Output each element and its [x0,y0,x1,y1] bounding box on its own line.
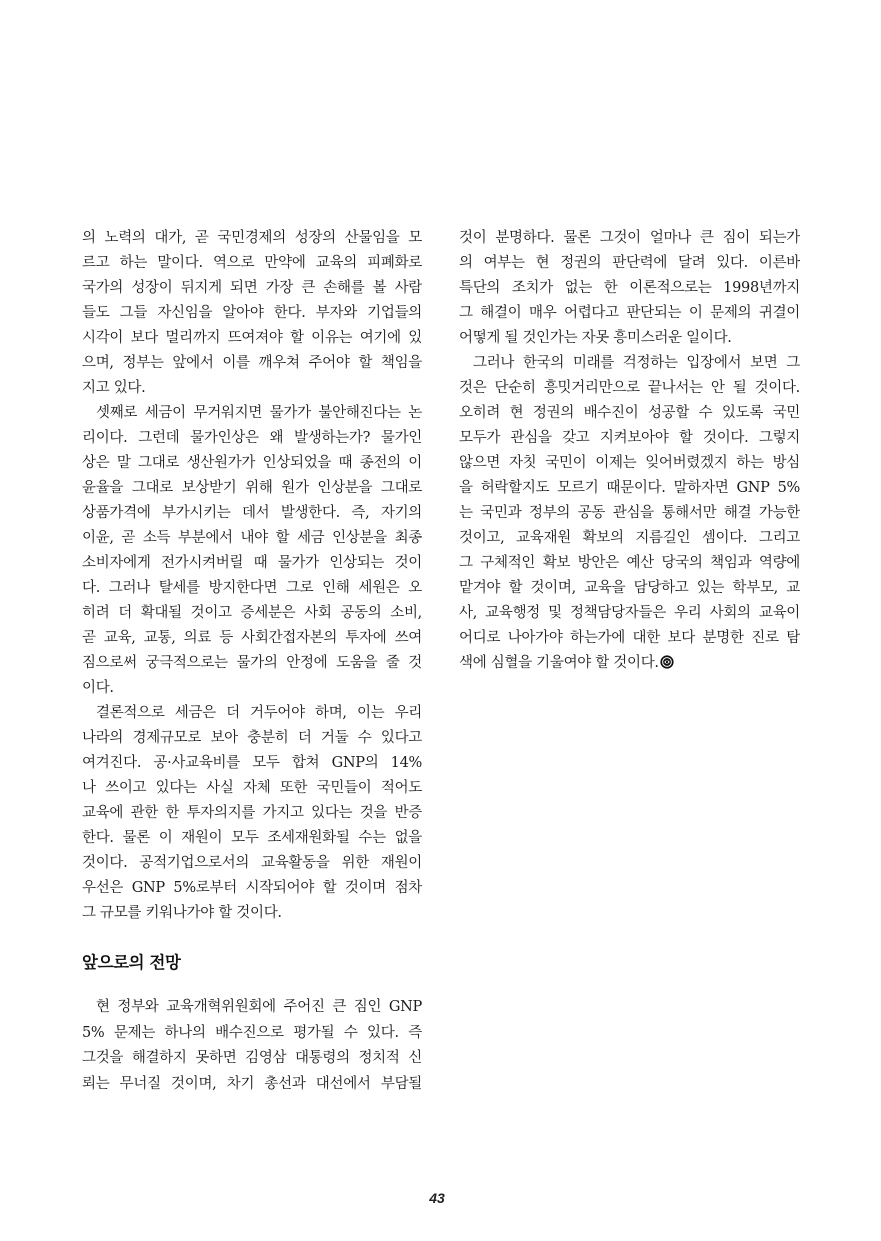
body-text-line: 이윤, 곧 소득 부분에서 내야 할 세금 인상분을 최종 [82,530,422,546]
body-text-line: 나라의 경제규모로 보아 충분히 더 거둘 수 있다고 [82,730,422,746]
body-text-line: 맡겨야 할 것이며, 교육을 담당하고 있는 학부모, 교 [459,580,800,596]
body-text-line: 그 규모를 키워나가야 할 것이다. [82,905,282,921]
body-text-line: 결론적으로 세금은 더 거두어야 하며, 이는 우리 [96,705,422,721]
paragraph [82,995,422,1097]
body-text-line: 지고 있다. [82,380,146,396]
body-text-line: 다. 그러나 탈세를 방지한다면 그로 인해 세원은 오 [82,580,422,596]
body-text-line: 국가의 성장이 뒤지게 되면 가장 큰 손해를 볼 사람 [82,280,422,296]
body-text-line: 것이다. 공적기업으로서의 교육활동을 위한 재원이 [82,855,422,871]
body-text-line: 히려 더 확대될 것이고 증세분은 사회 공동의 소비, [82,605,422,621]
body-text-line: 모두가 관심을 갖고 지켜보아야 할 것이다. 그렇지 [459,430,800,446]
end-mark-icon [660,655,674,669]
page-number: 43 [429,1190,445,1206]
body-text-line: 여겨진다. 공·사교육비를 모두 합쳐 GNP의 14% [82,755,422,771]
body-text-line: 그 해결이 매우 어렵다고 판단되는 이 문제의 귀결이 [459,305,800,321]
body-text-line: 나 쓰이고 있다는 사실 자체 또한 국민들이 적어도 [82,780,422,796]
body-text-line: 윤율을 그대로 보상받기 위해 원가 인상분을 그대로 [82,480,422,496]
body-text-line: 어떻게 될 것인가는 자못 흥미스러운 일이다. [459,330,732,346]
body-text-line: 5% 문제는 하나의 배수진으로 평가될 수 있다. 즉 [82,1024,422,1041]
body-text-line: 곧 교육, 교통, 의료 등 사회간접자본의 투자에 쓰여 [82,630,422,646]
body-text-line: 특단의 조치가 없는 한 이론적으로는 1998년까지 [459,280,800,296]
body-text-line: 르고 하는 말이다. 역으로 만약에 교육의 피폐화로 [82,255,422,271]
paragraph [82,401,422,701]
section-heading: 앞으로의 전망 [82,953,181,972]
body-text-line: 짐으로써 궁극적으로는 물가의 안정에 도움을 줄 것 [82,655,422,671]
body-text-line: 소비자에게 전가시켜버릴 때 물가가 인상되는 것이 [82,555,422,571]
body-text-line: 교육에 관한 한 투자의지를 가지고 있다는 것을 반증 [82,805,422,821]
body-text-line: 을 허락할지도 모르기 때문이다. 말하자면 GNP 5% [459,480,800,496]
body-text-line: 오히려 현 정권의 배수진이 성공할 수 있도록 국민 [459,405,800,421]
left-column [82,226,422,926]
body-text-line: 사, 교육행정 및 정책담당자들은 우리 사회의 교육이 [459,605,800,621]
paragraph [82,226,422,401]
body-text-line: 이다. [82,680,114,696]
paragraph [459,226,800,351]
body-text-line: 셋째로 세금이 무거워지면 물가가 불안해진다는 논 [96,405,422,421]
body-text-line: 것은 단순히 흥밋거리만으로 끝나서는 안 될 것이다. [459,380,800,396]
right-column [459,226,800,676]
body-text-line: 어디로 나아가야 하는가에 대한 보다 분명한 진로 탐 [459,630,800,646]
body-text-line: 들도 그들 자신임을 알아야 한다. 부자와 기업들의 [82,305,422,321]
body-text-line: 의 노력의 대가, 곧 국민경제의 성장의 산물임을 모 [82,230,422,246]
body-text: 색에 심혈을 기울여야 할 것이다. [459,655,659,671]
paragraph [459,351,800,676]
body-text-line: 의 여부는 현 정권의 판단력에 달려 있다. 이른바 [459,255,800,271]
body-text-line: 상품가격에 부가시키는 데서 발생한다. 즉, 자기의 [82,505,422,521]
body-text-line: 시각이 보다 멀리까지 뜨여져야 할 이유는 여기에 있 [82,330,422,346]
body-text-line: 것이고, 교육재원 확보의 지름길인 셈이다. 그리고 [459,530,800,546]
body-text-line: 것이 분명하다. 물론 그것이 얼마나 큰 짐이 되는가 [459,230,800,246]
body-text-line: 리이다. 그런데 물가인상은 왜 발생하는가? 물가인 [82,430,422,446]
body-text-line: 그러나 한국의 미래를 걱정하는 입장에서 보면 그 [473,355,800,371]
paragraph [82,701,422,926]
body-text-line: 우선은 GNP 5%로부터 시작되어야 할 것이며 점차 [82,880,422,896]
body-text-line: 는 국민과 정부의 공동 관심을 통해서만 해결 가능한 [459,505,800,521]
section-body [82,995,422,1097]
body-text-line: 그 구체적인 확보 방안은 예산 당국의 책임과 역량에 [459,555,800,571]
body-text-line: 한다. 물론 이 재원이 모두 조세재원화될 수는 없을 [82,830,422,846]
body-text-line: 으며, 정부는 앞에서 이를 깨우쳐 주어야 할 책임을 [82,355,422,371]
body-text-line: 현 정부와 교육개혁위원회에 주어진 큰 짐인 GNP [96,999,422,1015]
body-text-line: 그것을 해결하지 못하면 김영삼 대통령의 정치적 신 [82,1050,422,1066]
body-text-line-final [459,651,800,676]
body-text-line: 않으면 자칫 국민이 이제는 잊어버렸겠지 하는 방심 [459,455,800,471]
body-text-line: 상은 말 그대로 생산원가가 인상되었을 때 종전의 이 [82,455,422,471]
body-text-line: 뢰는 무너질 것이며, 차기 총선과 대선에서 부담될 [82,1075,422,1092]
